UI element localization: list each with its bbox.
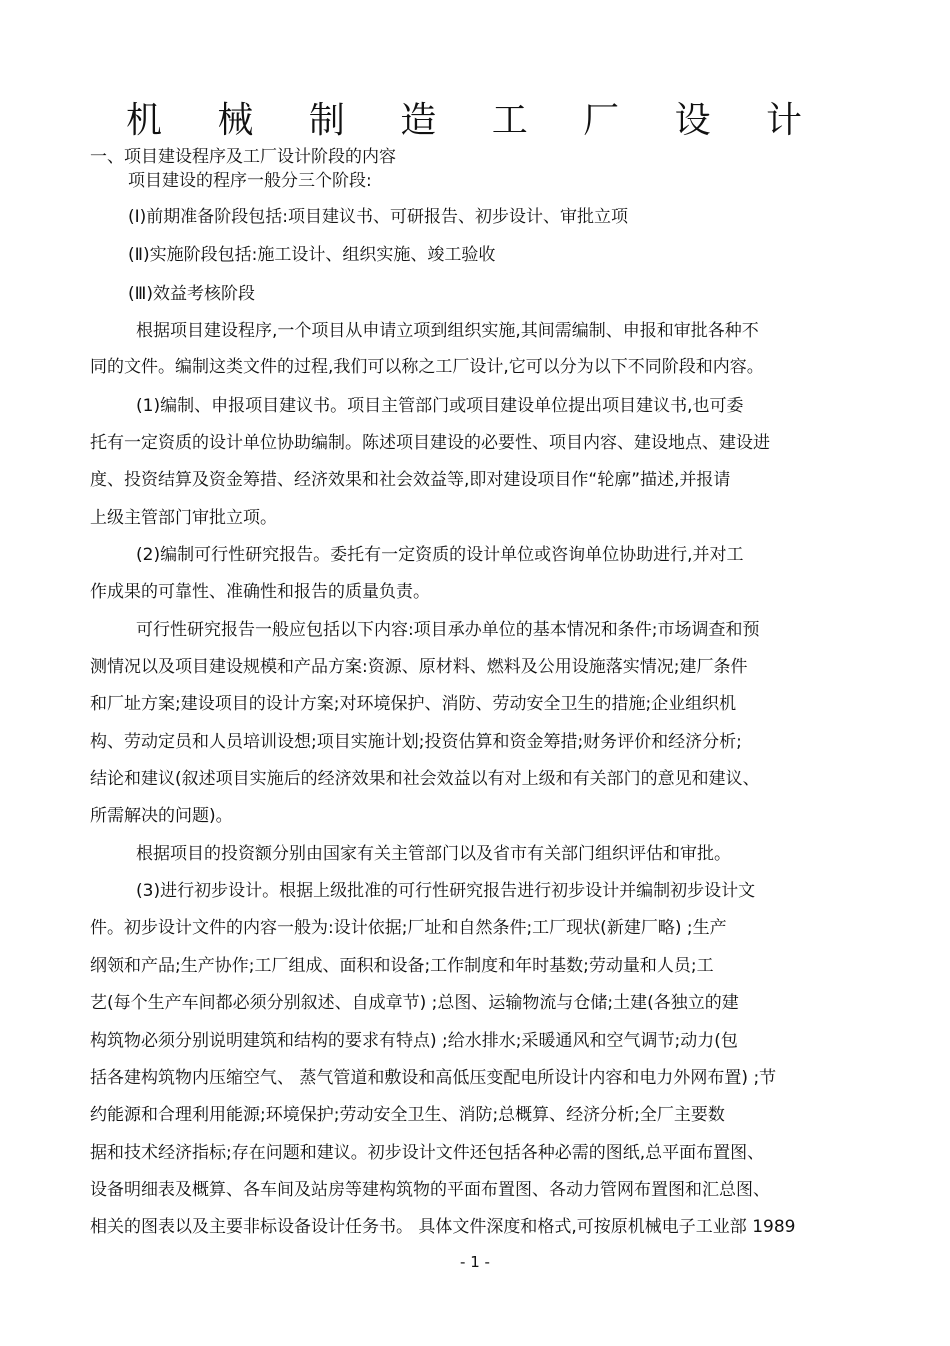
text-line: 同的文件。编制这类文件的过程,我们可以称之工厂设计,它可以分为以下不同阶段和内容。 (90, 357, 764, 377)
text-line: 和厂址方案;建设项目的设计方案;对环境保护、消防、劳动安全卫生的措施;企业组织机 (90, 694, 737, 714)
text-line: (3)进行初步设计。根据上级批准的可行性研究报告进行初步设计并编制初步设计文 (136, 881, 756, 901)
text-line: 设备明细表及概算、各车间及站房等建构筑物的平面布置图、各动力管网布置图和汇总图、 (90, 1180, 770, 1200)
text-line: (2)编制可行性研究报告。委托有一定资质的设计单位或咨询单位协助进行,并对工 (136, 545, 744, 565)
text-line: 括各建构筑物内压缩空气、 蒸气管道和敷设和高低压变配电所设计内容和电力外网布置) ;节 (90, 1068, 777, 1088)
text-line: (Ⅲ)效益考核阶段 (128, 284, 255, 304)
text-line: 构、劳动定员和人员培训设想;项目实施计划;投资估算和资金筹措;财务评价和经济分析; (90, 732, 742, 752)
text-line: 托有一定资质的设计单位协助编制。陈述项目建设的必要性、项目内容、建设地点、建设进 (90, 433, 770, 453)
text-line: (1)编制、申报项目建议书。项目主管部门或项目建设单位提出项目建议书,也可委 (136, 396, 744, 416)
text-line: 构筑物必须分别说明建筑和结构的要求有特点) ;给水排水;采暖通风和空气调节;动力(包 (90, 1031, 738, 1051)
section-heading: 一、项目建设程序及工厂设计阶段的内容 (90, 147, 396, 167)
page-number: - 1 - (460, 1253, 490, 1271)
text-line: (Ⅰ)前期准备阶段包括:项目建议书、可研报告、初步设计、审批立项 (128, 207, 629, 227)
text-line: 据和技术经济指标;存在问题和建议。初步设计文件还包括各种必需的图纸,总平面布置图、 (90, 1143, 765, 1163)
text-line: 相关的图表以及主要非标设备设计任务书。 具体文件深度和格式,可按原机械电子工业部 1989 (90, 1217, 796, 1237)
document-title: 机 械 制 造 工 厂 设 计 (125, 100, 825, 141)
text-line: 项目建设的程序一般分三个阶段: (128, 171, 372, 191)
text-line: 艺(每个生产车间都必须分别叙述、自成章节) ;总图、运输物流与仓储;土建(各独立的建 (90, 993, 739, 1013)
text-line: 结论和建议(叙述项目实施后的经济效果和社会效益以有对上级和有关部门的意见和建议、 (90, 769, 760, 789)
text-line: 根据项目建设程序,一个项目从申请立项到组织实施,其间需编制、申报和审批各种不 (136, 321, 759, 341)
text-line: 所需解决的问题)。 (90, 806, 233, 826)
text-line: 度、投资结算及资金筹措、经济效果和社会效益等,即对建设项目作“轮廓”描述,并报请 (90, 470, 731, 490)
text-line: 可行性研究报告一般应包括以下内容:项目承办单位的基本情况和条件;市场调查和预 (136, 620, 760, 640)
text-line: 纲领和产品;生产协作;工厂组成、面积和设备;工作制度和年时基数;劳动量和人员;工 (90, 956, 714, 976)
text-line: 上级主管部门审批立项。 (90, 508, 277, 528)
text-line: 测情况以及项目建设规模和产品方案:资源、原材料、燃料及公用设施落实情况;建厂条件 (90, 657, 748, 677)
text-line: (Ⅱ)实施阶段包括:施工设计、组织实施、竣工验收 (128, 245, 496, 265)
text-line: 根据项目的投资额分别由国家有关主管部门以及省市有关部门组织评估和审批。 (136, 844, 731, 864)
text-line: 作成果的可靠性、准确性和报告的质量负责。 (90, 582, 430, 602)
text-line: 件。初步设计文件的内容一般为:设计依据;厂址和自然条件;工厂现状(新建厂略) ;生产 (90, 918, 727, 938)
text-line: 约能源和合理利用能源;环境保护;劳动安全卫生、消防;总概算、经济分析;全厂主要数 (90, 1105, 725, 1125)
